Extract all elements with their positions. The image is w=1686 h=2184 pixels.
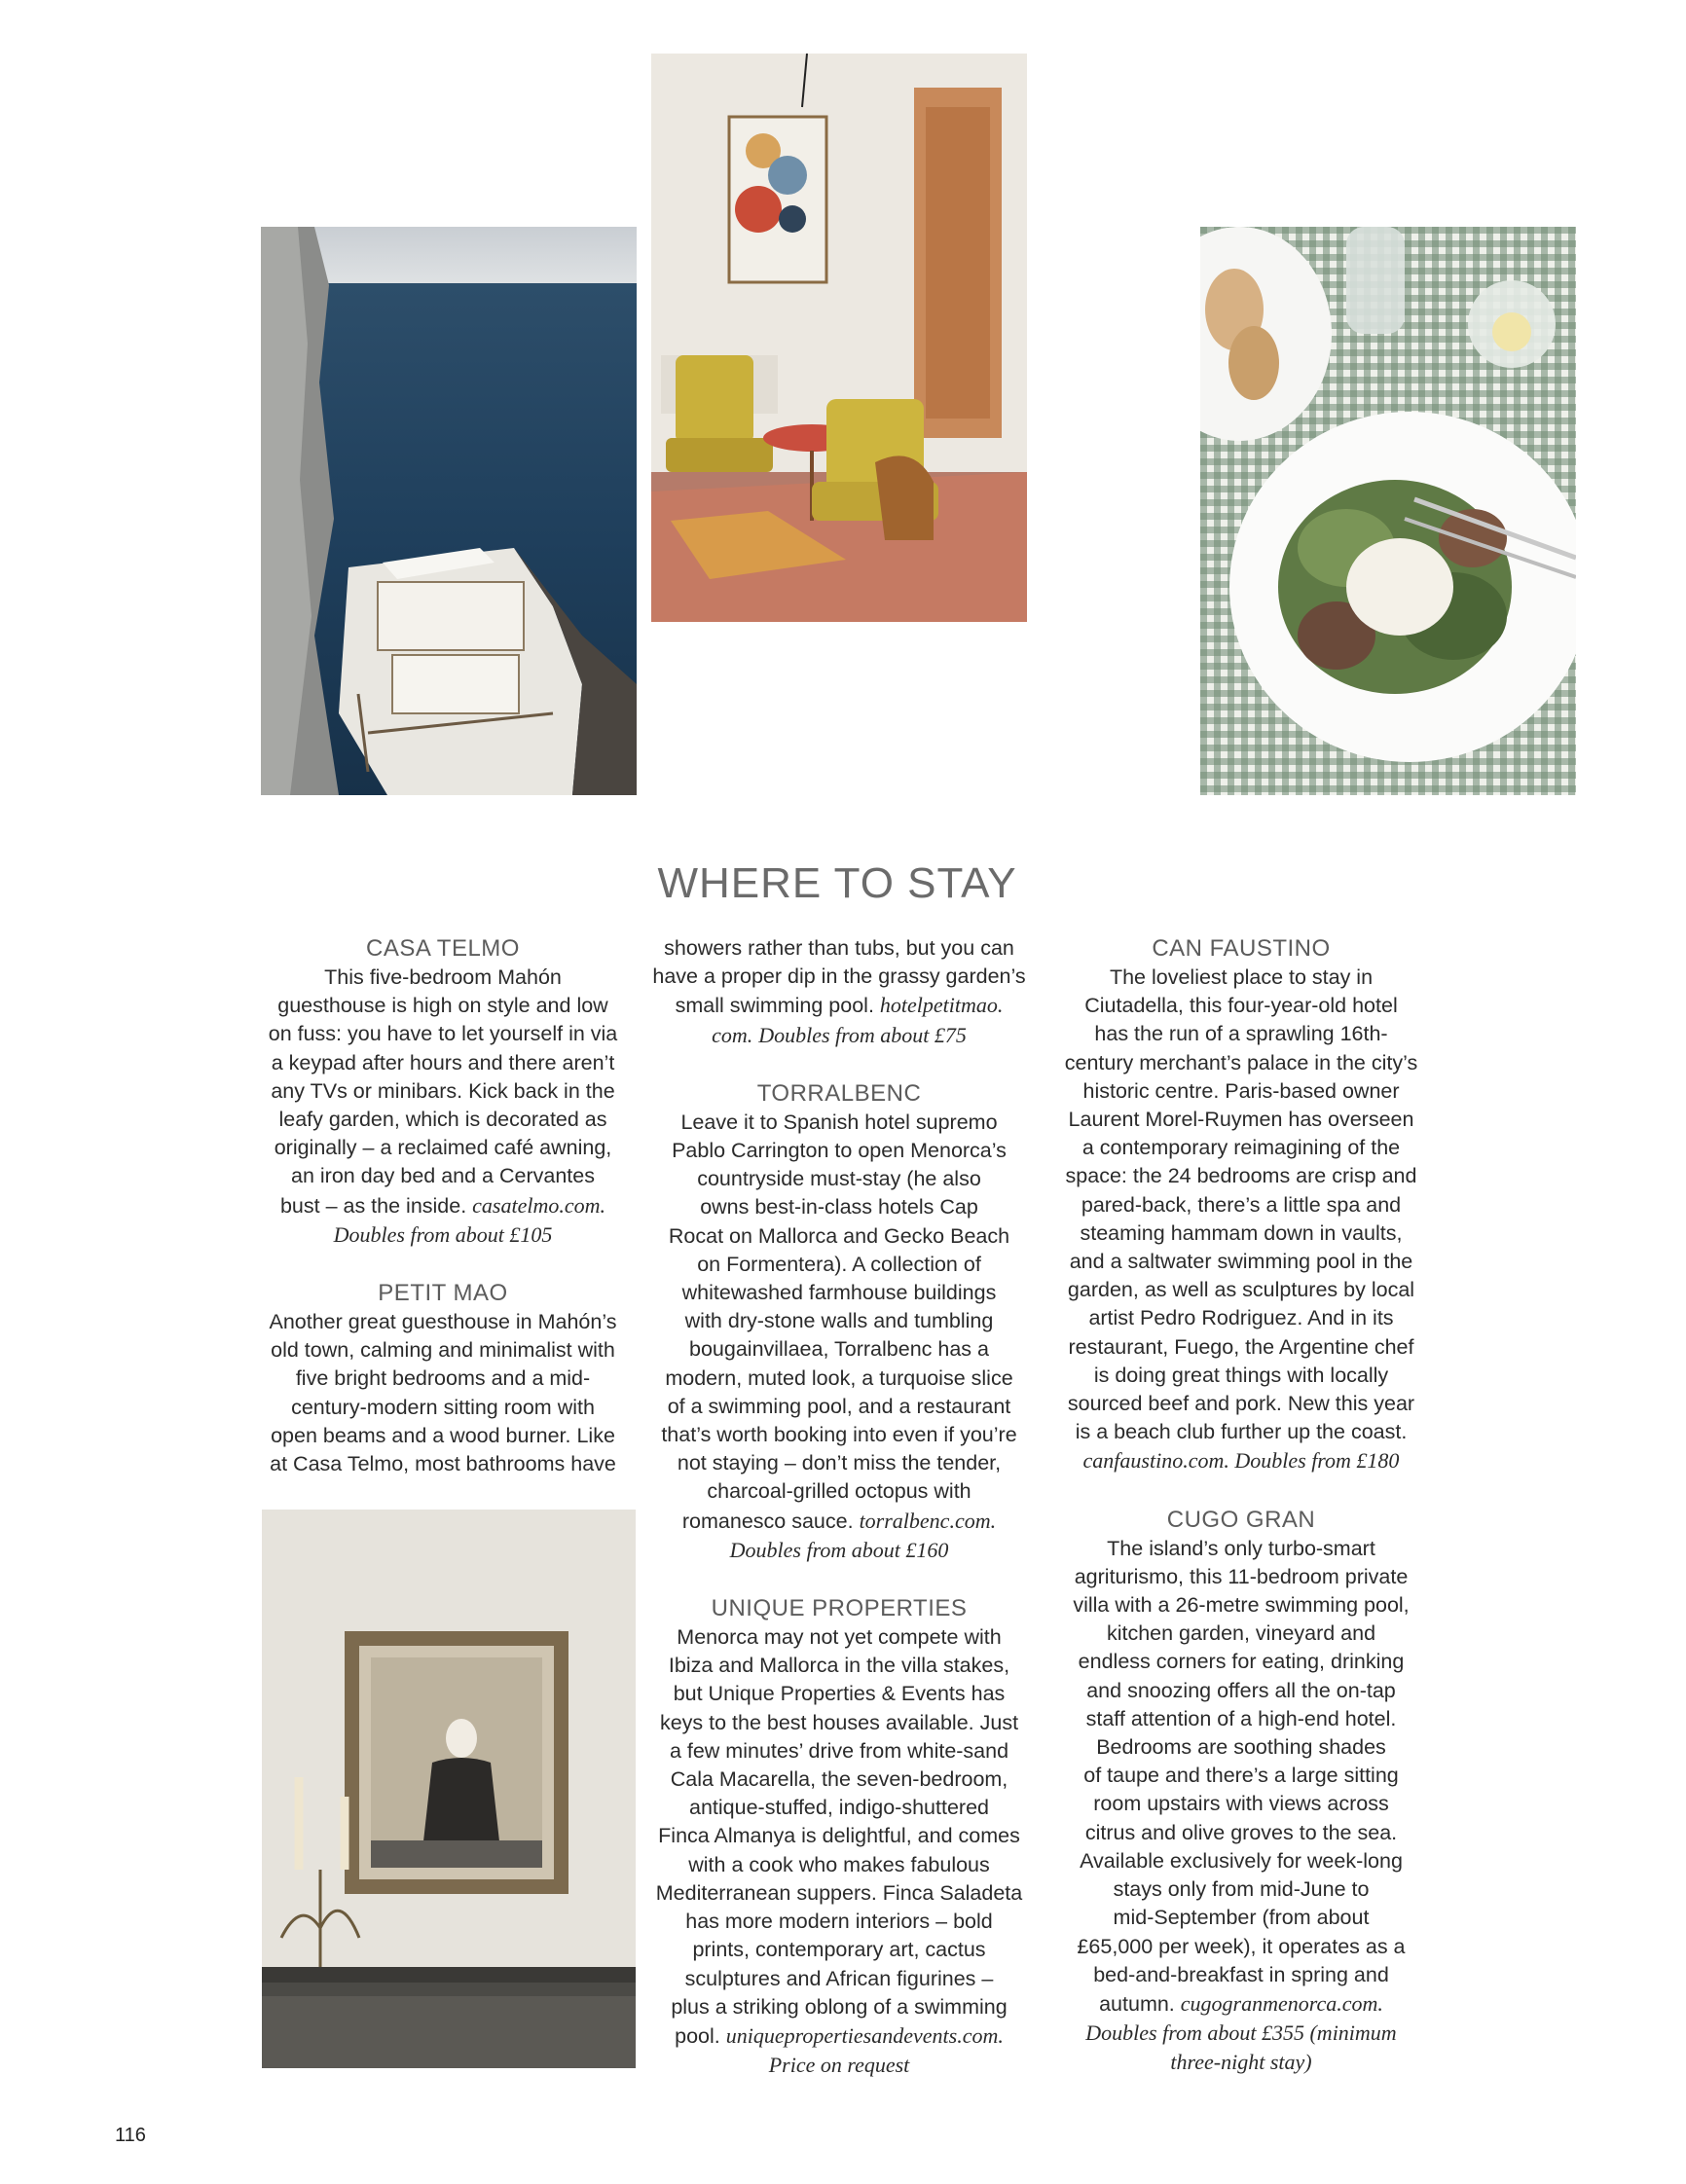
body-line: and a saltwater swimming pool in the <box>1069 1250 1413 1274</box>
casa-telmo-entry <box>258 934 628 1250</box>
page-number: 116 <box>115 2125 146 2146</box>
body-text: romanesco sauce. <box>681 1509 854 1533</box>
body-line: leafy garden, which is decorated as <box>278 1108 607 1132</box>
body-line: and snoozing offers all the on-tap <box>1086 1678 1396 1702</box>
can-faustino-entry <box>1053 934 1429 1476</box>
body-line: antique-stuffed, indigo-shuttered <box>689 1796 989 1820</box>
cliff-terrace-photo <box>261 227 637 795</box>
body-line: on fuss: you have to let yourself in via <box>268 1022 618 1046</box>
body-line: citrus and olive groves to the sea. <box>1084 1820 1398 1844</box>
body-line: is doing great things with locally <box>1093 1363 1389 1387</box>
cugo-gran-link[interactable]: cugogranmenorca.com. <box>1180 1990 1383 2016</box>
body-text: pool. <box>675 2023 720 2048</box>
body-line: with dry-stone walls and tumbling <box>684 1309 994 1333</box>
body-line: owns best-in-class hotels Cap <box>700 1195 978 1219</box>
body-line: garden, as well as sculptures by local <box>1067 1278 1415 1302</box>
body-line: endless corners for eating, drinking <box>1078 1650 1405 1674</box>
casa-telmo-price <box>258 1220 628 1250</box>
body-line: century merchant’s palace in the city’s <box>1064 1050 1418 1074</box>
body-line: bed-and-breakfast in spring and <box>1093 1962 1389 1986</box>
sitting-room-photo <box>651 54 1027 622</box>
cugo-gran-price <box>1053 2019 1429 2048</box>
body-line: Available exclusively for week-long <box>1080 1848 1403 1873</box>
body-line: charcoal-grilled octopus with <box>707 1479 971 1504</box>
unique-properties-price <box>651 2051 1027 2080</box>
price-text: Doubles from about £75 <box>758 1022 967 1047</box>
body-line: sculptures and African figurines – <box>684 1966 994 1990</box>
body-line: modern, muted look, a turquoise slice <box>665 1365 1013 1390</box>
casa-telmo-link[interactable]: casatelmo.com. <box>472 1192 606 1218</box>
price-text: Doubles from about £160 <box>729 1537 949 1562</box>
body-line: is a beach club further up the coast. <box>1075 1420 1408 1444</box>
price-text: Doubles from about £105 <box>333 1221 553 1247</box>
body-line: Rocat on Mallorca and Gecko Beach <box>668 1223 1010 1248</box>
body-line: originally – a reclaimed café awning, <box>274 1136 612 1160</box>
body-line: any TVs or minibars. Kick back in the <box>271 1078 615 1103</box>
body-line: has the run of a sprawling 16th- <box>1094 1022 1388 1046</box>
body-line: historic centre. Paris-based owner <box>1082 1078 1400 1103</box>
body-line <box>258 1191 628 1220</box>
can-faustino-credit <box>1053 1446 1429 1475</box>
body-line: agriturismo, this 11-bedroom private <box>1074 1564 1409 1588</box>
body-line: at Casa Telmo, most bathrooms have <box>270 1452 616 1476</box>
torralbenc-price <box>651 1536 1027 1565</box>
body-line: a few minutes’ drive from white-sand <box>669 1738 1009 1763</box>
body-line: that’s worth booking into even if you’re <box>661 1423 1017 1447</box>
body-line: room upstairs with views across <box>1093 1792 1389 1816</box>
body-line: a keypad after hours and there aren’t <box>271 1050 615 1074</box>
unique-properties-link[interactable]: uniquepropertiesandevents.com. <box>725 2022 1004 2048</box>
body-line: prints, contemporary art, cactus <box>692 1938 986 1962</box>
petit-mao-link-end[interactable]: com. <box>712 1022 753 1047</box>
body-line: five bright bedrooms and a mid- <box>295 1366 591 1391</box>
body-line: steaming hammam down in vaults, <box>1080 1220 1403 1245</box>
body-line: showers rather than tubs, but you can <box>664 936 1014 960</box>
body-line: a contemporary reimagining of the <box>1081 1136 1401 1160</box>
cugo-gran-price-end <box>1053 2048 1429 2077</box>
unique-properties-entry <box>651 1594 1027 2080</box>
body-line: artist Pedro Rodriguez. And in its <box>1088 1306 1394 1330</box>
body-line: guesthouse is high on style and low <box>277 994 608 1018</box>
petit-mao-title: PETIT MAO <box>378 1280 508 1307</box>
body-line: with a cook who makes fabulous <box>688 1852 990 1876</box>
price-text: Doubles from about £355 (minimum <box>1085 2020 1397 2046</box>
price-text: Price on request <box>768 2053 910 2078</box>
body-line <box>651 2021 1027 2051</box>
body-line: of a swimming pool, and a restaurant <box>667 1394 1011 1418</box>
body-line: old town, calming and minimalist with <box>271 1338 615 1363</box>
casa-telmo-title: CASA TELMO <box>366 935 520 962</box>
price-text: three-night stay) <box>1170 2050 1312 2075</box>
body-line: whitewashed farmhouse buildings <box>681 1281 997 1305</box>
can-faustino-title: CAN FAUSTINO <box>1152 935 1331 962</box>
body-text: small swimming pool. <box>675 994 874 1018</box>
middle-column <box>651 934 1027 2080</box>
body-line <box>1053 1989 1429 2019</box>
petit-mao-link[interactable]: hotelpetitmao. <box>879 993 1004 1018</box>
torralbenc-link[interactable]: torralbenc.com. <box>859 1508 997 1533</box>
cugo-gran-entry <box>1053 1506 1429 2078</box>
body-line: The island’s only turbo-smart <box>1107 1536 1375 1560</box>
body-line: pared-back, there’s a little spa and <box>1081 1192 1402 1217</box>
body-line: Mediterranean suppers. Finca Saladeta <box>655 1880 1023 1905</box>
petit-mao-entry <box>258 1279 628 1478</box>
cugo-gran-title: CUGO GRAN <box>1166 1506 1316 1533</box>
body-line: villa with a 26-metre swimming pool, <box>1073 1593 1410 1618</box>
body-line: kitchen garden, vineyard and <box>1106 1621 1376 1646</box>
body-line: Finca Almanya is delightful, and comes <box>658 1824 1020 1848</box>
body-line: keys to the best houses available. Just <box>659 1710 1019 1734</box>
can-faustino-link[interactable]: canfaustino.com. Doubles from £180 <box>1082 1448 1400 1474</box>
body-line: £65,000 per week), it operates as a <box>1077 1934 1406 1958</box>
body-line <box>651 1507 1027 1536</box>
body-line: of taupe and there’s a large sitting <box>1083 1764 1399 1788</box>
body-line: restaurant, Fuego, the Argentine chef <box>1068 1334 1414 1359</box>
body-line: mid-September (from about <box>1113 1906 1370 1930</box>
body-line: This five-bedroom Mahón <box>324 965 562 989</box>
body-line: Laurent Morel-Ruymen has overseen <box>1068 1108 1414 1132</box>
body-line: an iron day bed and a Cervantes <box>291 1164 595 1188</box>
body-line: have a proper dip in the grassy garden’s <box>652 965 1026 989</box>
body-line <box>651 991 1027 1020</box>
body-line: on Formentera). A collection of <box>697 1252 981 1276</box>
right-column <box>1053 934 1429 2078</box>
torralbenc-entry <box>651 1079 1027 1565</box>
petit-mao-price-line <box>651 1021 1027 1050</box>
left-column <box>258 934 628 1478</box>
body-line: has more modern interiors – bold <box>685 1910 993 1934</box>
body-line: Pablo Carrington to open Menorca’s <box>672 1139 1007 1163</box>
body-line: not staying – don’t miss the tender, <box>677 1451 1002 1475</box>
body-line: staff attention of a high-end hotel. <box>1085 1706 1397 1730</box>
body-text: bust – as the inside. <box>279 1193 467 1218</box>
body-line: open beams and a wood burner. Like <box>271 1423 615 1447</box>
body-line: space: the 24 bedrooms are crisp and <box>1065 1164 1417 1188</box>
burrata-salad-photo <box>1200 227 1576 795</box>
body-line: plus a striking oblong of a swimming <box>671 1994 1008 2019</box>
body-line: sourced beef and pork. New this year <box>1067 1392 1415 1416</box>
body-line: Menorca may not yet compete with <box>677 1625 1002 1650</box>
body-line: Cala Macarella, the seven-bedroom, <box>670 1767 1008 1792</box>
torralbenc-title: TORRALBENC <box>756 1079 922 1107</box>
petit-mao-continued <box>651 934 1027 1050</box>
body-line: Leave it to Spanish hotel supremo <box>680 1110 998 1134</box>
body-line: Ibiza and Mallorca in the villa stakes, <box>668 1654 1010 1678</box>
body-line: but Unique Properties & Events has <box>673 1682 1006 1706</box>
framed-portrait-photo <box>262 1510 636 2068</box>
body-line: Bedrooms are soothing shades <box>1096 1735 1386 1760</box>
body-text: autumn. <box>1099 1991 1175 2016</box>
body-line: bougainvillaea, Torralbenc has a <box>689 1337 989 1362</box>
body-line: stays only from mid-June to <box>1113 1877 1370 1902</box>
body-line: Ciutadella, this four-year-old hotel <box>1084 994 1398 1018</box>
body-line: countryside must-stay (he also <box>697 1167 981 1191</box>
body-line: Another great guesthouse in Mahón’s <box>269 1310 617 1334</box>
body-line: century-modern sitting room with <box>291 1395 595 1419</box>
section-heading: WHERE TO STAY <box>657 859 1017 907</box>
body-line: The loveliest place to stay in <box>1109 965 1374 989</box>
unique-properties-title: UNIQUE PROPERTIES <box>711 1595 968 1622</box>
